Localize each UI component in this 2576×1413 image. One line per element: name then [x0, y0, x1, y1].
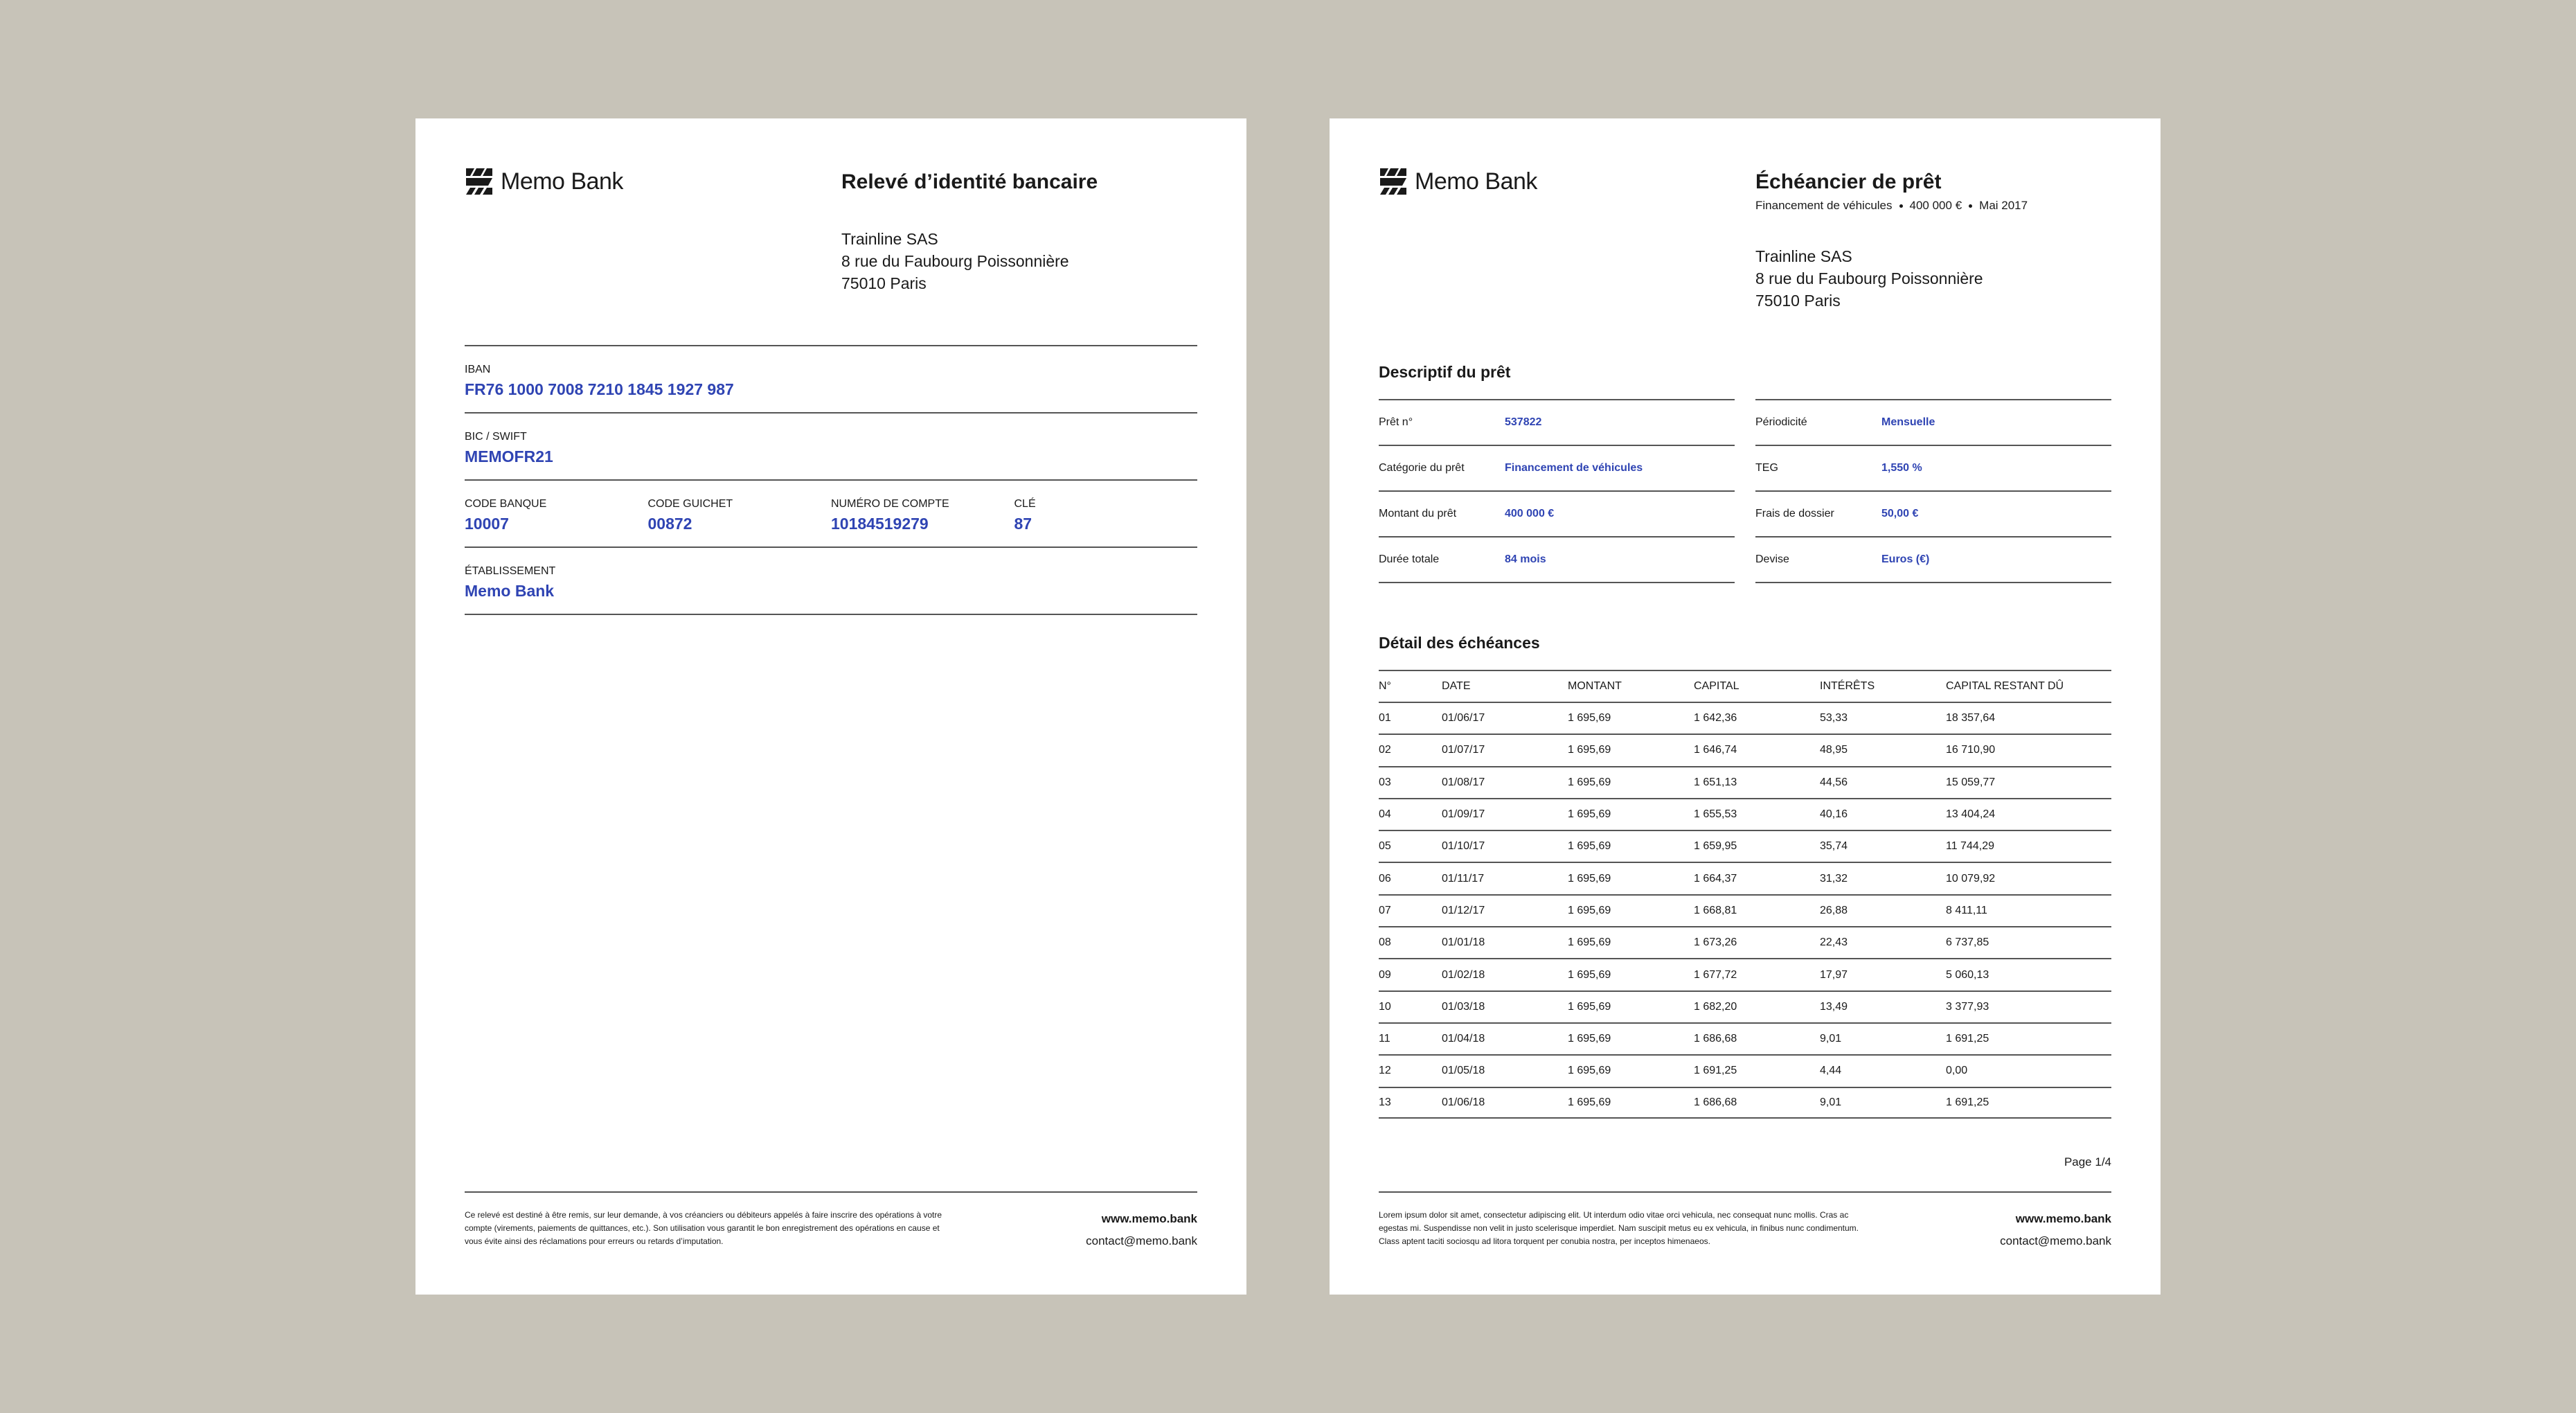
email-link[interactable]: contact@memo.bank [1086, 1234, 1197, 1247]
table-cell: 1 695,69 [1568, 872, 1611, 885]
brand-name: Memo Bank [1415, 168, 1537, 195]
address-line: 8 rue du Faubourg Poissonnière [841, 252, 1069, 270]
bic-label: BIC / SWIFT [465, 431, 527, 443]
loan-description [1379, 399, 2111, 583]
footer-contact [2000, 1208, 2111, 1252]
page-number: Page 1/4 [2064, 1155, 2111, 1168]
field-value: 400 000 € [1505, 508, 1555, 519]
address-line: 8 rue du Faubourg Poissonnière [1755, 269, 1983, 287]
column-header: INTÉRÊTS [1820, 680, 1875, 692]
brand-logo [465, 167, 623, 196]
table-cell: 01/11/17 [1442, 872, 1485, 885]
recipient-address [1755, 245, 1983, 312]
column-header: CAPITAL RESTANT DÛ [1946, 680, 2064, 692]
table-cell: 1 695,69 [1568, 712, 1611, 725]
footer-legal-text: Ce relevé est destiné à être remis, sur leur demande, à vos créanciers ou débiteurs appelés à faire inscrire des opérations à votre compte (virements, paiements de quittances, etc.). Son utilisation vous garantit le bon enregistrement des opérations en cause et vous évite ainsi des réclamations pour erreurs ou retards d’imputation. [465, 1210, 942, 1246]
field-label: Prêt n° [1379, 416, 1413, 428]
bic-value: MEMOFR21 [465, 447, 553, 465]
table-cell: 08 [1379, 936, 1391, 949]
table-cell: 35,74 [1820, 840, 1848, 853]
table-cell: 17,97 [1820, 968, 1848, 981]
document-subtitle [1755, 197, 2028, 214]
field-value: 1,550 % [1881, 462, 1922, 474]
field-value: 84 mois [1505, 553, 1546, 565]
brand-name: Memo Bank [501, 168, 623, 195]
table-cell: 1 673,26 [1694, 936, 1737, 949]
iban-label: IBAN [465, 364, 491, 375]
field-value: 50,00 € [1881, 508, 1919, 519]
loan-field-row [1379, 492, 1735, 537]
document-header [1755, 167, 2028, 214]
loan-description-title: Descriptif du prêt [1379, 363, 1511, 381]
table-cell: 4,44 [1820, 1065, 1842, 1077]
bank-code-value: 10007 [465, 515, 509, 533]
schedule-table [1379, 670, 2111, 1119]
column-header: CAPITAL [1694, 680, 1739, 692]
table-row [1379, 926, 2111, 958]
document-title: Relevé d’identité bancaire [841, 170, 1098, 193]
loan-field-row [1755, 492, 2111, 537]
table-row [1379, 1087, 2111, 1119]
table-cell: 12 [1379, 1065, 1391, 1077]
table-cell: 1 642,36 [1694, 712, 1737, 725]
address-line: Trainline SAS [841, 230, 938, 248]
column-header: MONTANT [1568, 680, 1622, 692]
table-cell: 01/06/17 [1442, 712, 1485, 725]
bic-row [465, 414, 1197, 481]
table-cell: 1 695,69 [1568, 936, 1611, 949]
address-line: Trainline SAS [1755, 247, 1852, 265]
field-value: Mensuelle [1881, 416, 1935, 428]
loan-amount: 400 000 € [1909, 199, 1962, 212]
table-cell: 0,00 [1946, 1065, 1968, 1077]
table-cell: 3 377,93 [1946, 1000, 1989, 1013]
recipient-address [841, 228, 1069, 294]
table-row [1379, 830, 2111, 862]
table-cell: 01/06/18 [1442, 1096, 1485, 1108]
table-cell: 13,49 [1820, 1000, 1848, 1013]
table-row [1379, 958, 2111, 990]
table-cell: 6 737,85 [1946, 936, 1989, 949]
table-cell: 05 [1379, 840, 1391, 853]
footer-divider [465, 1191, 1197, 1193]
table-cell: 9,01 [1820, 1033, 1842, 1045]
table-cell: 1 695,69 [1568, 776, 1611, 788]
table-cell: 13 404,24 [1946, 808, 1996, 821]
field-value: Euros (€) [1881, 553, 1930, 565]
table-cell: 44,56 [1820, 776, 1848, 788]
table-cell: 01/12/17 [1442, 904, 1485, 916]
table-cell: 13 [1379, 1096, 1391, 1108]
table-row [1379, 1054, 2111, 1086]
field-value: 537822 [1505, 416, 1542, 428]
loan-date: Mai 2017 [1979, 199, 2028, 212]
table-row [1379, 894, 2111, 926]
table-cell: 01/03/18 [1442, 1000, 1485, 1013]
table-row [1379, 798, 2111, 830]
table-cell: 11 [1379, 1033, 1390, 1045]
iban-value: FR76 1000 7008 7210 1845 1927 987 [465, 380, 734, 398]
table-row [1379, 990, 2111, 1022]
bank-details [465, 345, 1197, 615]
brand-logo [1379, 167, 1537, 196]
institution-value: Memo Bank [465, 582, 555, 600]
table-cell: 40,16 [1820, 808, 1848, 821]
field-label: Devise [1755, 553, 1789, 565]
table-cell: 1 646,74 [1694, 744, 1737, 756]
document-header [841, 167, 1098, 197]
table-row [1379, 734, 2111, 765]
address-line: 75010 Paris [1755, 292, 1841, 310]
branch-code-value: 00872 [647, 515, 692, 533]
table-row [1379, 702, 2111, 734]
footer-contact [1086, 1208, 1197, 1252]
loan-field-row [1755, 537, 2111, 583]
field-label: Frais de dossier [1755, 508, 1834, 519]
account-number-value: 10184519279 [831, 515, 929, 533]
address-line: 75010 Paris [841, 274, 927, 292]
table-cell: 1 695,69 [1568, 744, 1611, 756]
field-label: Catégorie du prêt [1379, 462, 1465, 474]
table-cell: 1 695,69 [1568, 1033, 1611, 1045]
table-cell: 1 659,95 [1694, 840, 1737, 853]
table-cell: 1 695,69 [1568, 968, 1611, 981]
table-cell: 09 [1379, 968, 1391, 981]
account-codes-row [465, 481, 1197, 548]
table-cell: 31,32 [1820, 872, 1848, 885]
table-cell: 1 686,68 [1694, 1096, 1737, 1108]
table-cell: 1 682,20 [1694, 1000, 1737, 1013]
table-cell: 01/09/17 [1442, 808, 1485, 821]
table-cell: 01/10/17 [1442, 840, 1485, 853]
table-cell: 01/07/17 [1442, 744, 1485, 756]
website-link[interactable]: www.memo.bank [1101, 1212, 1197, 1225]
table-cell: 48,95 [1820, 744, 1848, 756]
table-cell: 1 677,72 [1694, 968, 1737, 981]
field-value: Financement de véhicules [1505, 462, 1643, 474]
table-cell: 01/05/18 [1442, 1065, 1485, 1077]
table-cell: 01/04/18 [1442, 1033, 1485, 1045]
table-cell: 02 [1379, 744, 1391, 756]
table-cell: 04 [1379, 808, 1391, 821]
table-row [1379, 766, 2111, 798]
table-cell: 01/01/18 [1442, 936, 1485, 949]
footer-legal-text: Lorem ipsum dolor sit amet, consectetur adipiscing elit. Ut interdum odio vitae orci vehicula, nec consequat nunc mollis. Cras ac egestas mi. Suspendisse non velit in justo scelerisque imperdiet. Nam suscipit metus eu ex vehicula, in finibus nunc condimentum. Class aptent taciti sociosqu ad litora torquent per conubia nostra, per inceptos himenaeos. [1379, 1210, 1859, 1246]
table-cell: 8 411,11 [1946, 904, 1987, 916]
field-label: Périodicité [1755, 416, 1807, 428]
table-cell: 16 710,90 [1946, 744, 1996, 756]
loan-field-row [1755, 400, 2111, 446]
table-cell: 1 695,69 [1568, 904, 1611, 916]
account-number-label: NUMÉRO DE COMPTE [831, 498, 949, 510]
table-cell: 1 686,68 [1694, 1033, 1737, 1045]
table-cell: 18 357,64 [1946, 712, 1996, 725]
field-label: TEG [1755, 462, 1778, 474]
table-cell: 01 [1379, 712, 1391, 725]
table-cell: 1 655,53 [1694, 808, 1737, 821]
document-title: Échéancier de prêt [1755, 170, 1942, 193]
table-header [1379, 671, 2111, 702]
loan-field-row [1379, 537, 1735, 583]
table-cell: 22,43 [1820, 936, 1848, 949]
bank-code-label: CODE BANQUE [465, 498, 547, 510]
key-label: CLÉ [1014, 498, 1036, 510]
dot-separator [1969, 204, 1972, 208]
memo-bank-logo-icon [465, 167, 494, 196]
table-cell: 1 695,69 [1568, 840, 1611, 853]
loan-description-right [1755, 399, 2111, 583]
table-cell: 01/08/17 [1442, 776, 1485, 788]
loan-field-row [1379, 400, 1735, 446]
table-cell: 1 691,25 [1694, 1065, 1737, 1077]
table-cell: 9,01 [1820, 1096, 1842, 1108]
schedule-title: Détail des échéances [1379, 634, 1540, 652]
loan-schedule-document [1330, 118, 2161, 1295]
loan-field-row [1755, 446, 2111, 492]
table-cell: 1 664,37 [1694, 872, 1737, 885]
table-cell: 1 695,69 [1568, 808, 1611, 821]
column-header: N° [1379, 680, 1391, 692]
table-cell: 1 695,69 [1568, 1000, 1611, 1013]
table-cell: 1 695,69 [1568, 1065, 1611, 1077]
column-header: DATE [1442, 680, 1471, 692]
table-cell: 1 691,25 [1946, 1096, 1989, 1108]
iban-row [465, 346, 1197, 414]
website-link[interactable]: www.memo.bank [2015, 1212, 2111, 1225]
field-label: Durée totale [1379, 553, 1440, 565]
table-cell: 1 651,13 [1694, 776, 1737, 788]
table-cell: 26,88 [1820, 904, 1848, 916]
table-cell: 5 060,13 [1946, 968, 1989, 981]
institution-label: ÉTABLISSEMENT [465, 565, 556, 577]
table-cell: 53,33 [1820, 712, 1848, 725]
table-cell: 1 691,25 [1946, 1033, 1989, 1045]
loan-category: Financement de véhicules [1755, 199, 1893, 212]
table-cell: 03 [1379, 776, 1391, 788]
memo-bank-logo-icon [1379, 167, 1408, 196]
table-cell: 06 [1379, 872, 1391, 885]
key-value: 87 [1014, 515, 1032, 533]
table-row [1379, 1022, 2111, 1054]
footer-divider [1379, 1191, 2111, 1193]
email-link[interactable]: contact@memo.bank [2000, 1234, 2111, 1247]
loan-description-left [1379, 399, 1735, 583]
table-cell: 15 059,77 [1946, 776, 1996, 788]
table-row [1379, 862, 2111, 894]
table-cell: 11 744,29 [1946, 840, 1994, 853]
table-cell: 1 695,69 [1568, 1096, 1611, 1108]
table-cell: 10 079,92 [1946, 872, 1996, 885]
table-cell: 1 668,81 [1694, 904, 1737, 916]
field-label: Montant du prêt [1379, 508, 1457, 519]
institution-row [465, 548, 1197, 615]
loan-field-row [1379, 446, 1735, 492]
rib-document [415, 118, 1246, 1295]
branch-code-label: CODE GUICHET [647, 498, 733, 510]
table-cell: 07 [1379, 904, 1391, 916]
dot-separator [1899, 204, 1903, 208]
table-cell: 10 [1379, 1000, 1391, 1013]
table-cell: 01/02/18 [1442, 968, 1485, 981]
